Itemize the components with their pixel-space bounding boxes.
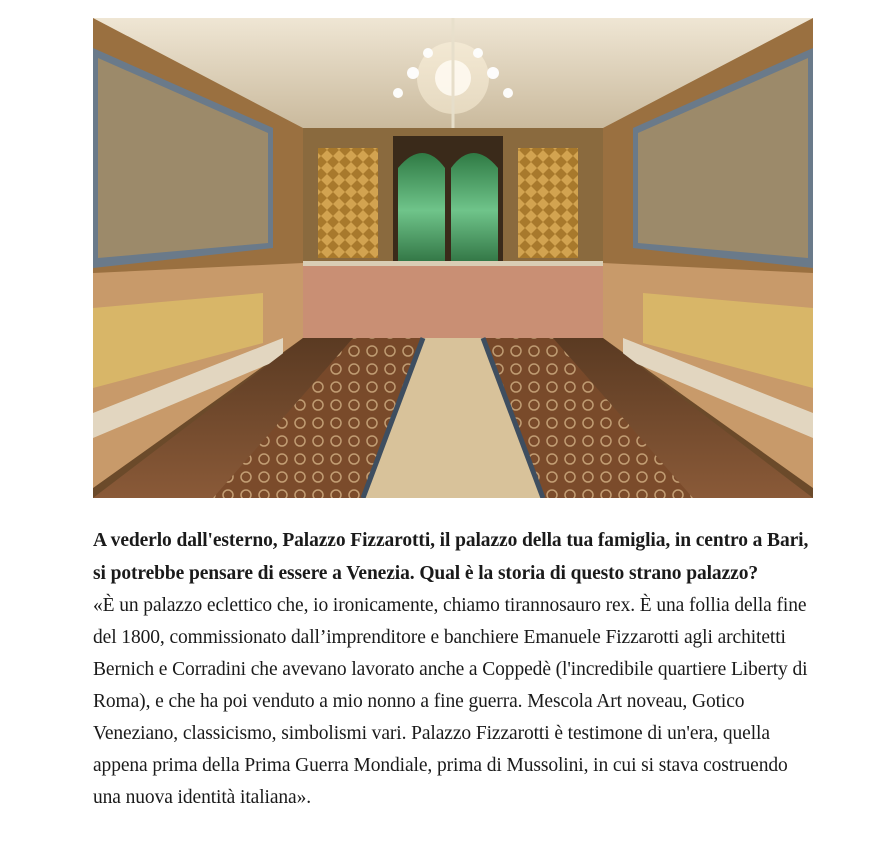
interview-question: A vederlo dall'esterno, Palazzo Fizzarotti, il palazzo della tua famiglia, in centro a Bari, si potrebbe pensare di essere a Venezia. Qual è la storia di questo strano palazzo?	[93, 530, 809, 584]
interview-answer: «È un palazzo eclettico che, io ironicamente, chiamo tirannosauro rex. È una follia della fine del 1800, commissionato dall’imprenditore e banchiere Emanuele Fizzarotti agli architetti Bernich e Corradini che avevano lavorato anche a Coppedè (l'incredibile quartiere Liberty di Roma), e che ha poi venduto a mio nonno a fine guerra. Mescola Art noveau, Gotico Veneziano, classicismo, simbolismi vari. Palazzo Fizzarotti è testimone di un'era, quella appena prima della Prima Guerra Mondiale, prima di Mussolini, in cui si stava costruendo una nuova identità italiana».	[93, 595, 808, 808]
palazzo-interior-photo	[93, 18, 813, 498]
article	[93, 18, 813, 814]
